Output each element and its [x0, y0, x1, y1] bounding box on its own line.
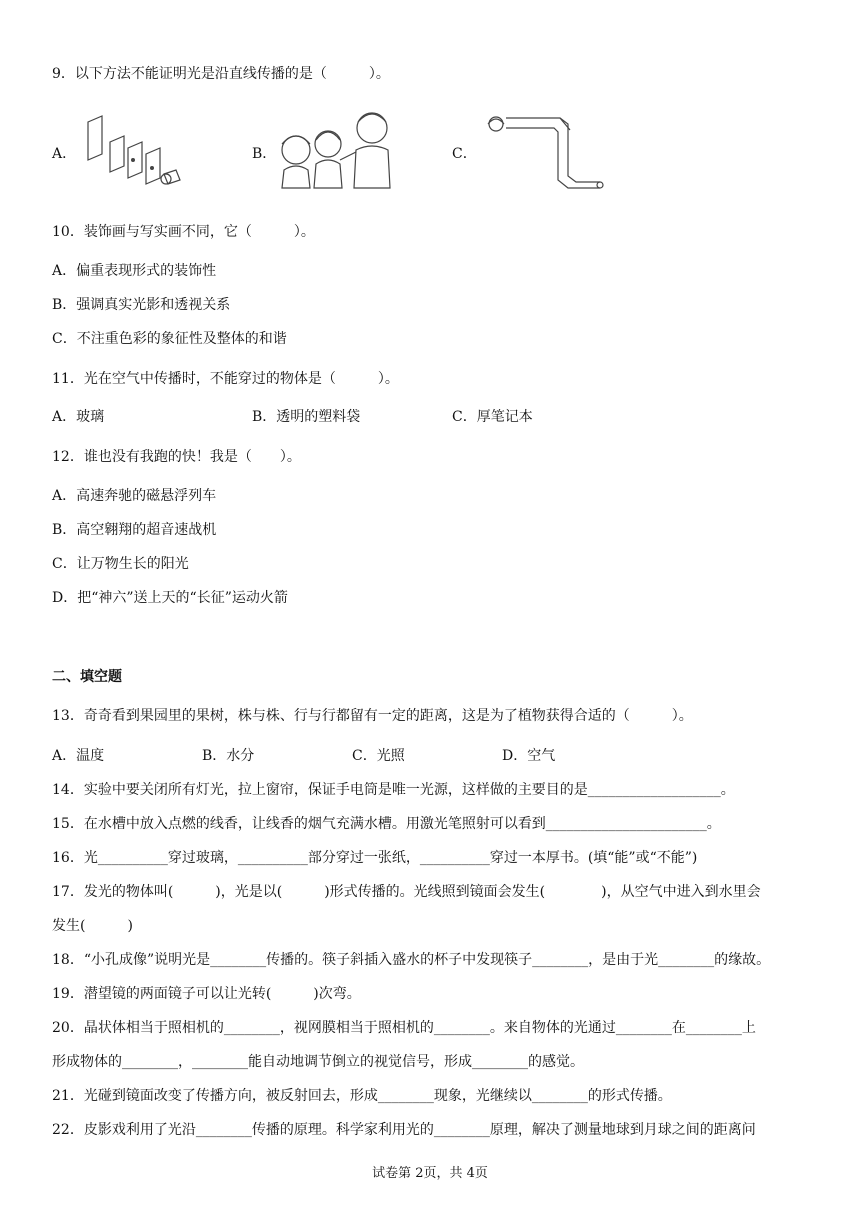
q12-option-a: A．高速奔驰的磁悬浮列车: [52, 488, 217, 504]
q18-text: 18．“小孔成像”说明光是________传播的。筷子斜插入盛水的杯子中发现筷子________，是由于光________的缘故。: [52, 952, 771, 968]
q20-line2: 形成物体的________，________能自动地调节倒立的视觉信号，形成________的感觉。: [52, 1054, 584, 1070]
children-figure-icon: [276, 100, 396, 194]
q12-option-c: C．让万物生长的阳光: [52, 556, 189, 572]
q21-text: 21．光碰到镜面改变了传播方向，被反射回去，形成________现象，光继续以________的形式传播。: [52, 1088, 672, 1104]
q20-line1: 20．晶状体相当于照相机的________，视网膜相当于照相机的________。来自物体的光通过________在________上: [52, 1020, 756, 1036]
section-title: 二、填空题: [52, 669, 122, 685]
q19-text: 19．潜望镜的两面镜子可以让光转( )次弯。: [52, 986, 361, 1002]
q13-option-b: B．水分: [202, 748, 255, 764]
periscope-figure-icon: [480, 110, 610, 194]
q14-text: 14．实验中要关闭所有灯光，拉上窗帘，保证手电筒是唯一光源，这样做的主要目的是___________________。: [52, 782, 735, 798]
q9-option-b: B．: [252, 146, 277, 162]
page-footer: 试卷第 2页，共 4页: [372, 1166, 488, 1181]
q12-option-d: D．把“神六”送上天的“长征”运动火箭: [52, 590, 288, 606]
q16-text: 16．光__________穿过玻璃，__________部分穿过一张纸，__________穿过一本厚书。(填“能”或“不能”): [52, 850, 698, 866]
q10-option-c: C．不注重色彩的象征性及整体的和谐: [52, 331, 287, 347]
q22-text: 22．皮影戏利用了光沿________传播的原理。科学家利用光的________原理，解决了测量地球到月球之间的距离问: [52, 1122, 756, 1138]
q13-option-a: A．温度: [52, 748, 105, 764]
q12-option-b: B．高空翱翔的超音速战机: [52, 522, 217, 538]
q13-stem: 13．奇奇看到果园里的果树，株与株、行与行都留有一定的距离，这是为了植物获得合适的（ ）。: [52, 708, 693, 724]
q10-stem: 10．装饰画与写实画不同，它（ ）。: [52, 224, 315, 240]
q9-stem: 9．以下方法不能证明光是沿直线传播的是（ ）。: [52, 66, 390, 82]
q13-option-c: C．光照: [352, 748, 405, 764]
q10-option-a: A．偏重表现形式的装饰性: [52, 263, 217, 279]
q11-option-c: C．厚笔记本: [452, 409, 533, 425]
q11-stem: 11．光在空气中传播时，不能穿过的物体是（ ）。: [52, 371, 399, 387]
q9-option-a: A．: [52, 146, 77, 162]
q17-line2: 发生( ): [52, 918, 133, 934]
q9-option-c: C．: [452, 146, 477, 162]
q17-line1: 17．发光的物体叫( )，光是以( )形式传播的。光线照到镜面会发生( )，从空气中进入到水里会: [52, 884, 761, 900]
q11-option-a: A．玻璃: [52, 409, 105, 425]
q15-text: 15．在水槽中放入点燃的线香，让线香的烟气充满水槽。用激光笔照射可以看到_______________________。: [52, 816, 721, 832]
q13-option-d: D．空气: [502, 748, 556, 764]
q11-option-b: B．透明的塑料袋: [252, 409, 361, 425]
cards-flashlight-figure-icon: [80, 112, 190, 196]
q12-stem: 12．谁也没有我跑的快！我是（ ）。: [52, 449, 301, 465]
q10-option-b: B．强调真实光影和透视关系: [52, 297, 231, 313]
